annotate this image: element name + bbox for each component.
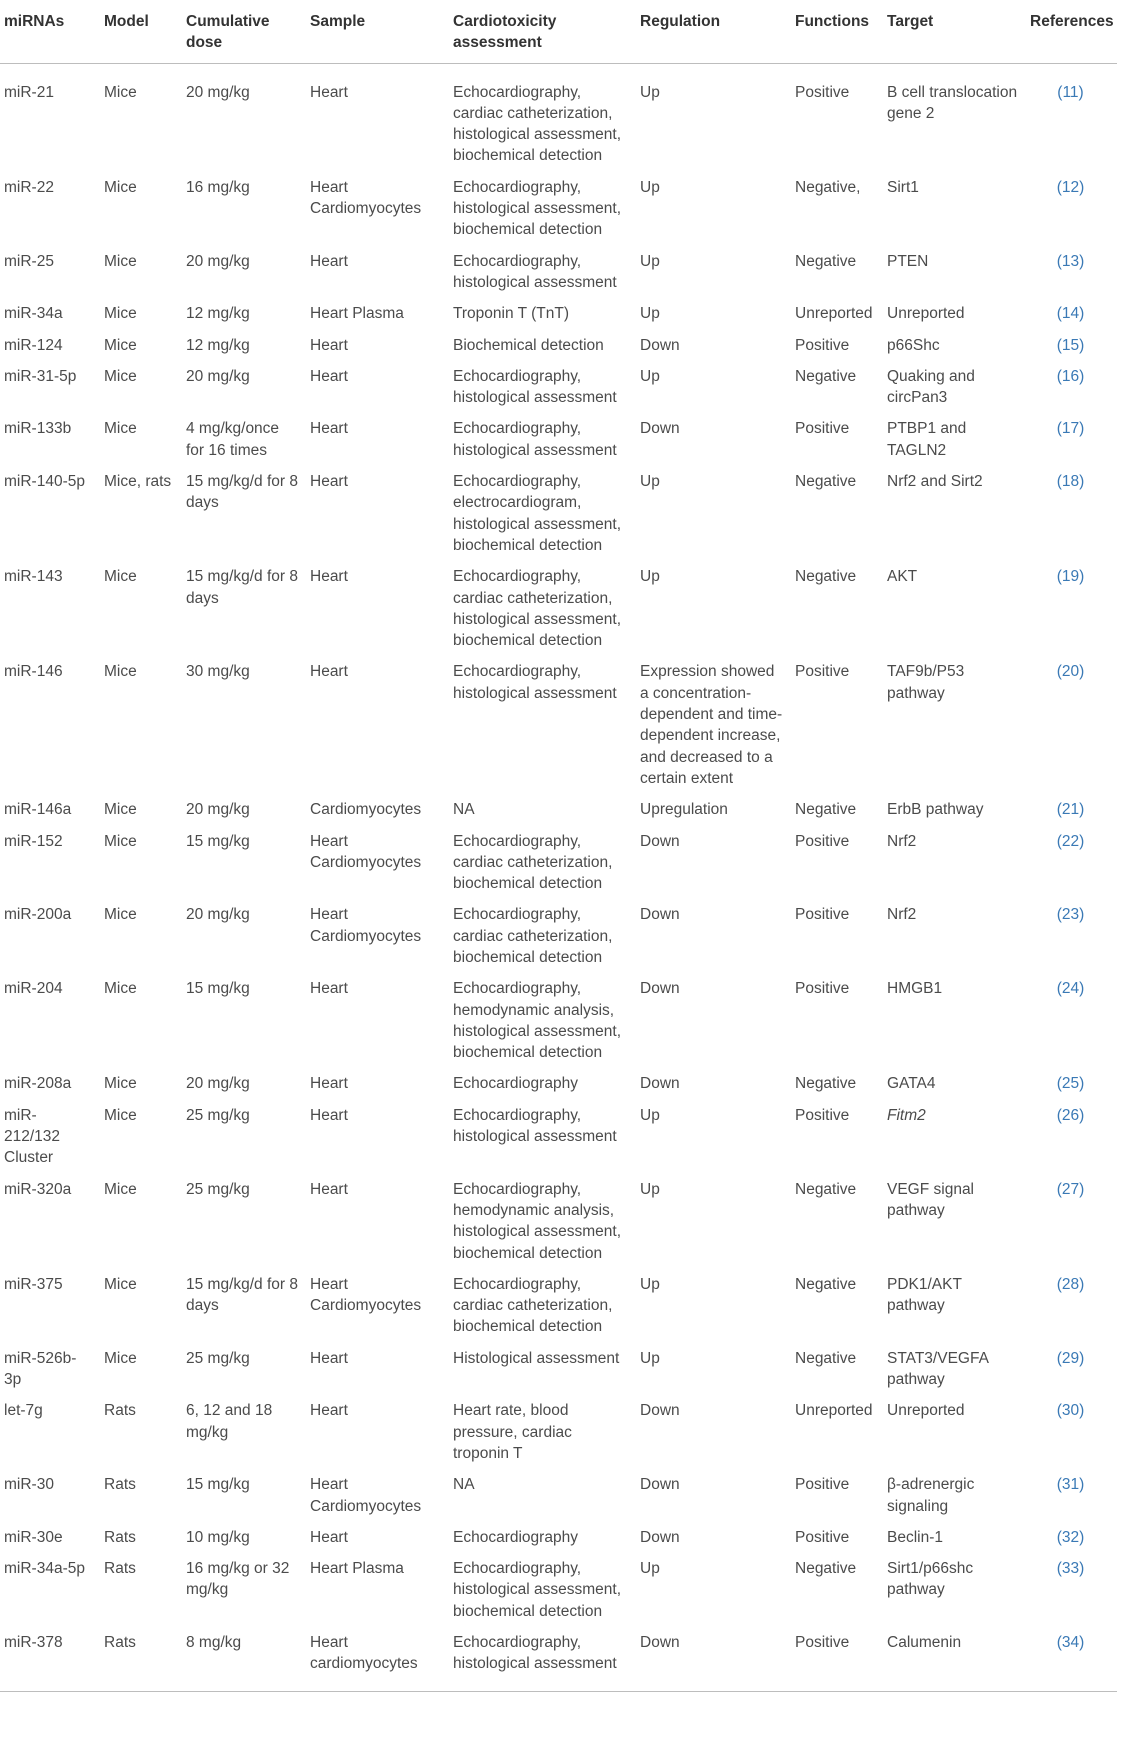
cell-mirna: miR-133b [4,420,72,438]
cell-sample: Cardiomyocytes [310,801,422,819]
cell-regulation: Up [640,1349,660,1367]
cell-reference: (16) [1056,367,1085,385]
cell-function: Positive [795,83,850,101]
cell-assessment: Echocardiography, cardiac catheterization, histological assessment, biochemical detection [453,83,621,165]
cell-regulation: Upregulation [640,801,728,819]
cell-function: Negative [795,367,857,385]
cell-sample: Heart [310,367,348,385]
cell-assessment: NA [453,1476,475,1494]
table-row [0,1395,1117,1469]
header-cardiotoxicity-assessment: Cardiotoxicity assessment [447,0,634,63]
cell-model: Mice [104,1106,137,1124]
cell-function: Negative, [795,178,861,196]
cell-regulation: Down [640,980,680,998]
header-sample: Sample [304,0,447,63]
reference-link[interactable]: 21 [1061,801,1080,819]
cell-assessment: Echocardiography, histological assessment [453,252,617,291]
cell-reference: (34) [1024,1627,1117,1691]
header-row [0,0,1117,63]
table-row [0,466,1117,561]
cell-mirna: miR-34a [4,305,63,323]
table-row [0,1269,1117,1343]
cell-dose: 25 mg/kg [186,1106,250,1124]
reference-link[interactable]: 23 [1061,906,1080,924]
cell-function: Unreported [795,1402,873,1420]
cell-regulation: Up [640,252,660,270]
cell-target: HMGB1 [887,980,943,998]
cell-target: Nrf2 [887,832,917,850]
cell-target: p66Shc [887,336,940,354]
cell-dose: 15 mg/kg/d for 8 days [186,1275,299,1315]
cell-sample: Heart Cardiomyocytes [310,1476,422,1515]
cell-sample: Heart [310,1349,348,1367]
cell-function: Positive [795,1106,850,1124]
cell-model: Mice [104,1075,137,1093]
cell-assessment: Histological assessment [453,1349,620,1367]
cell-dose: 4 mg/kg/once for 16 times [186,420,280,459]
cell-target: Sirt1/p66shc pathway [887,1560,974,1599]
cell-target: Unreported [887,305,965,323]
cell-target: Sirt1 [887,178,919,196]
cell-mirna: let-7g [4,1402,43,1420]
cell-dose: 20 mg/kg [186,906,250,924]
header-target: Target [881,0,1024,63]
cell-target: Calumenin [881,1627,1024,1691]
cell-model: Mice [104,980,137,998]
cell-regulation: Up [640,1106,660,1124]
cell-sample: Heart [310,336,348,354]
cell-regulation: Down [640,1476,680,1494]
reference-link[interactable]: 24 [1061,980,1080,998]
cell-model: Mice [104,1349,137,1367]
reference-link[interactable]: 32 [1061,1528,1080,1546]
cell-mirna: miR-143 [4,568,63,586]
cell-model: Rats [104,1402,136,1420]
cell-mirna: miR-30 [4,1476,54,1494]
cell-dose: 20 mg/kg [186,1075,250,1093]
cell-assessment: Echocardiography, cardiac catheterization, biochemical detection [453,1275,613,1336]
cell-target: Fitm2 [887,1106,926,1124]
cell-target: STAT3/VEGFA pathway [887,1349,989,1389]
reference-link[interactable]: 33 [1061,1560,1080,1578]
reference-link[interactable]: 25 [1061,1075,1080,1093]
cell-reference: (21) [1056,801,1085,819]
cell-reference: (19) [1056,568,1085,586]
cell-model: Mice [104,178,137,196]
cell-reference: (28) [1056,1275,1085,1293]
cell-function: Negative [795,1180,857,1198]
table-row [0,1100,1117,1174]
cell-reference: (30) [1056,1402,1085,1420]
cell-function: Positive [795,1476,850,1494]
cell-function: Negative [795,1560,857,1578]
table-row [0,1553,1117,1627]
table-row [0,361,1117,414]
reference-link[interactable]: 17 [1061,420,1080,438]
cell-mirna: miR-146a [4,801,72,819]
reference-link[interactable]: 31 [1061,1476,1080,1494]
cell-dose: 16 mg/kg [186,178,250,196]
cell-assessment: Echocardiography, histological assessment [453,1106,617,1146]
cell-target: Unreported [887,1402,965,1420]
cell-function: Negative [795,252,857,270]
cell-reference: (25) [1056,1075,1085,1093]
cell-dose: 12 mg/kg [186,305,250,323]
cell-mirna: miR-208a [4,1075,72,1093]
cell-target: Quaking and circPan3 [887,367,975,407]
table-row [0,298,1117,329]
cell-target: Nrf2 and Sirt2 [887,473,983,491]
cell-function: Positive [789,1627,881,1691]
cell-regulation: Up [640,473,660,491]
cell-target: ErbB pathway [887,801,984,819]
cell-regulation: Down [640,906,680,924]
cell-regulation: Up [640,1275,660,1293]
cell-function: Positive [795,906,850,924]
cell-model: Mice [104,832,137,850]
cell-reference: (27) [1056,1180,1085,1198]
cell-target: AKT [887,568,918,586]
cell-reference: (13) [1056,252,1085,270]
cell-dose: 25 mg/kg [186,1349,250,1367]
cell-assessment: Biochemical detection [453,336,604,354]
reference-link[interactable]: 18 [1061,473,1080,491]
cell-mirna: miR-526b-3p [4,1349,77,1389]
reference-link[interactable]: 13 [1061,252,1080,270]
cell-assessment: Echocardiography [453,1075,578,1093]
cell-function: Positive [795,1528,850,1546]
cell-assessment: Echocardiography, cardiac catheterization, biochemical detection [453,906,613,966]
cell-assessment: Echocardiography, hemodynamic analysis, histological assessment, biochemical detection [453,980,621,1062]
reference-link[interactable]: 20 [1061,663,1080,681]
cell-assessment: NA [453,801,475,819]
cell-mirna: miR-146 [4,663,63,681]
cell-mirna: miR-204 [4,980,63,998]
cell-model: Mice [104,420,137,438]
cell-regulation: Up [640,568,660,586]
cell-assessment: Echocardiography, histological assessment [447,1627,634,1691]
cell-model: Rats [104,1560,136,1578]
cell-target: PTBP1 and TAGLN2 [887,420,967,459]
cell-function: Positive [795,663,850,681]
cell-function: Negative [795,1275,857,1293]
header-model: Model [98,0,180,63]
cell-reference: (14) [1056,305,1085,323]
cell-dose: 6, 12 and 18 mg/kg [186,1402,273,1441]
cell-model: Mice [104,1180,137,1198]
cell-mirna: miR-25 [4,252,54,270]
table-row [0,794,1117,825]
cell-function: Negative [795,568,857,586]
cell-reference: (32) [1056,1528,1085,1546]
reference-link[interactable]: 34 [1061,1634,1080,1651]
reference-link[interactable]: 26 [1061,1106,1080,1124]
cell-sample: Heart [310,83,348,101]
table-row [0,330,1117,361]
cell-target: TAF9b/P53 pathway [887,663,965,702]
cell-sample: Heart [310,568,348,586]
cell-mirna: miR-30e [4,1528,63,1546]
cell-sample: Heart [310,1402,348,1420]
cell-sample: Heart [310,1528,348,1546]
cell-sample: Heart cardiomyocytes [304,1627,447,1691]
cell-model: Rats [98,1627,180,1691]
reference-link[interactable]: 16 [1061,367,1080,385]
cell-target: VEGF signal pathway [887,1180,975,1219]
cell-mirna: miR-34a-5p [4,1560,85,1578]
cell-regulation: Up [640,178,660,196]
cell-mirna: miR-22 [4,178,54,196]
cell-sample: Heart Cardiomyocytes [310,178,422,218]
table-row [0,1174,1117,1269]
table-row [0,1343,1117,1396]
cell-dose: 15 mg/kg/d for 8 days [186,473,299,512]
cell-dose: 12 mg/kg [186,336,250,354]
cell-sample: Heart [310,1180,348,1198]
cell-target: GATA4 [887,1075,936,1093]
cell-dose: 16 mg/kg or 32 mg/kg [186,1560,290,1599]
header-functions: Functions [789,0,881,63]
cell-function: Negative [795,1075,857,1093]
table-row [0,826,1117,900]
cell-function: Positive [795,832,850,850]
header-regulation: Regulation [634,0,789,63]
cell-function: Negative [795,801,857,819]
cell-model: Mice [104,568,137,586]
cell-dose: 20 mg/kg [186,83,250,101]
cell-mirna: miR-140-5p [4,473,85,491]
cell-regulation: Down [640,1402,680,1420]
cell-dose: 30 mg/kg [186,663,250,681]
cell-reference: (22) [1056,832,1085,850]
cell-model: Mice [104,906,137,924]
table-row [0,1068,1117,1099]
cell-target: β-adrenergic signaling [887,1476,975,1515]
reference-link[interactable]: 19 [1061,568,1080,586]
header-cumulative-dose: Cumulative dose [180,0,304,63]
table-row [0,246,1117,299]
cell-assessment: Echocardiography, hemodynamic analysis, histological assessment, biochemical detection [453,1180,621,1262]
cell-target: B cell translocation gene 2 [887,83,1018,122]
table-row [0,63,1117,172]
cell-model: Mice, rats [104,473,172,491]
reference-link[interactable]: 11 [1062,83,1079,101]
cell-target: Nrf2 [887,906,917,924]
table-row [0,1627,1117,1691]
cell-model: Mice [104,83,137,101]
cell-regulation: Up [640,1180,660,1198]
header-references: References [1024,0,1117,63]
cell-reference: (15) [1056,336,1085,354]
cell-regulation: Down [640,1528,680,1546]
cell-assessment: Echocardiography, cardiac catheterization, histological assessment, biochemical detection [453,568,621,650]
cell-assessment: Heart rate, blood pressure, cardiac troponin T [453,1402,572,1462]
cell-dose: 15 mg/kg [186,980,250,998]
table-row [0,656,1117,794]
reference-link[interactable]: 22 [1061,832,1080,850]
cell-regulation: Down [634,1627,789,1691]
cell-dose: 10 mg/kg [186,1528,250,1546]
cell-mirna: miR-200a [4,906,72,924]
table-row [0,561,1117,656]
cell-mirna: miR-152 [4,832,63,850]
cell-target: PTEN [887,252,929,270]
table-row [0,973,1117,1068]
cell-regulation: Up [640,83,660,101]
cell-model: Mice [104,252,137,270]
cell-sample: Heart [310,1075,348,1093]
cell-dose: 15 mg/kg [186,1476,250,1494]
cell-dose: 15 mg/kg/d for 8 days [186,568,299,607]
cell-mirna: miR-31-5p [4,367,77,385]
cell-regulation: Expression showed a concentration-dependent and time-dependent increase, and decreased to a certain extent [640,663,783,787]
cell-mirna: miR-212/132 Cluster [4,1106,61,1167]
header-mirnas: miRNAs [0,0,98,63]
cell-mirna: miR-378 [0,1627,98,1691]
cell-sample: Heart [310,252,348,270]
cell-reference: (23) [1056,906,1085,924]
cell-regulation: Down [640,832,680,850]
table-row [0,172,1117,246]
cell-dose: 15 mg/kg [186,832,250,850]
cell-regulation: Up [640,367,660,385]
cell-dose: 20 mg/kg [186,367,250,385]
cell-sample: Heart Cardiomyocytes [310,832,422,871]
cell-assessment: Echocardiography, histological assessment [453,367,617,407]
cell-assessment: Echocardiography, histological assessment [453,420,617,459]
cell-function: Unreported [795,305,873,323]
cell-model: Rats [104,1528,136,1546]
cell-target: PDK1/AKT pathway [887,1275,962,1315]
cell-function: Positive [795,980,850,998]
cell-model: Mice [104,801,137,819]
cell-function: Positive [795,336,850,354]
table-row [0,1469,1117,1522]
cell-assessment: Echocardiography, histological assessment [453,663,617,702]
cell-dose: 25 mg/kg [186,1180,250,1198]
cell-mirna: miR-21 [4,83,54,101]
cell-function: Negative [795,473,857,491]
reference-link[interactable]: 12 [1061,178,1080,196]
cell-mirna: miR-320a [4,1180,72,1198]
cell-sample: Heart [310,420,348,438]
cell-reference: (31) [1056,1476,1085,1494]
cell-assessment: Echocardiography, histological assessment, biochemical detection [453,178,621,239]
cell-mirna: miR-375 [4,1275,63,1293]
reference-link[interactable]: 14 [1061,305,1080,323]
cell-reference: (26) [1056,1106,1085,1124]
table-row [0,1522,1117,1553]
cell-dose: 20 mg/kg [186,801,250,819]
cell-regulation: Down [640,420,680,438]
cell-mirna: miR-124 [4,336,63,354]
cell-dose: 20 mg/kg [186,252,250,270]
cell-sample: Heart Plasma [310,1560,404,1578]
reference-link[interactable]: 29 [1061,1349,1080,1367]
cell-assessment: Echocardiography [453,1528,578,1546]
cell-sample: Heart [310,980,348,998]
cell-sample: Heart Plasma [310,305,404,323]
table-row [0,899,1117,973]
cell-assessment: Echocardiography, electrocardiogram, histological assessment, biochemical detection [453,473,621,554]
cell-target: Beclin-1 [887,1528,943,1546]
cell-model: Mice [104,1275,137,1293]
cell-assessment: Troponin T (TnT) [453,305,570,323]
cell-model: Mice [104,336,137,354]
reference-link[interactable]: 28 [1061,1275,1080,1293]
reference-link[interactable]: 30 [1061,1402,1080,1420]
cell-sample: Heart [310,473,348,491]
cell-reference: (20) [1056,663,1085,681]
cell-reference: (24) [1056,980,1085,998]
cell-regulation: Down [640,1075,680,1093]
cell-regulation: Up [640,305,660,323]
cell-model: Rats [104,1476,136,1494]
cell-regulation: Up [640,1560,660,1578]
cell-regulation: Down [640,336,680,354]
cell-dose: 8 mg/kg [180,1627,304,1691]
cell-model: Mice [104,367,137,385]
cell-sample: Heart [310,1106,348,1124]
cell-reference: (17) [1056,420,1085,438]
cell-sample: Heart [310,663,348,681]
cell-function: Positive [795,420,850,438]
cell-assessment: Echocardiography, histological assessment, biochemical detection [453,1560,621,1620]
cell-reference: (29) [1056,1349,1085,1367]
reference-link[interactable]: 27 [1061,1180,1080,1198]
cell-sample: Heart Cardiomyocytes [310,1275,422,1315]
cell-reference: (18) [1056,473,1085,491]
cell-sample: Heart Cardiomyocytes [310,906,422,945]
cell-reference: (12) [1056,178,1085,196]
cell-reference: (11) [1057,83,1084,101]
cell-model: Mice [104,305,137,323]
cell-reference: (33) [1056,1560,1085,1578]
cell-assessment: Echocardiography, cardiac catheterization, biochemical detection [453,832,613,893]
table-row [0,413,1117,466]
reference-link[interactable]: 15 [1061,336,1080,354]
cell-model: Mice [104,663,137,681]
cell-function: Negative [795,1349,857,1367]
